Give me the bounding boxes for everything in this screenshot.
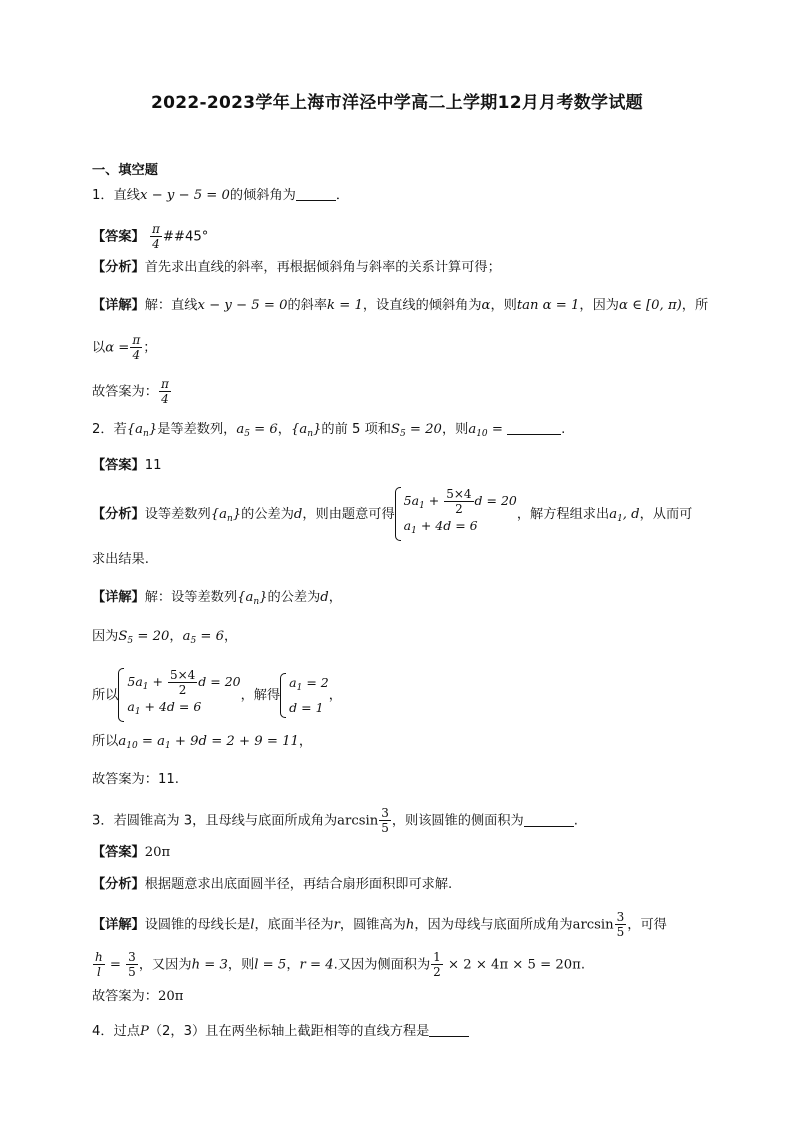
q2-solve: 所以 $5a_1$ + $\frac{5\times 4}{2}$ d = 20 $a_1 + 4d = 6$ ，解得 $a_1 = 2$ d = 1 ，	[92, 668, 342, 718]
q2-result: 所以$a_{10} = a_1 + 9d = 2 + 9 = 11$，	[92, 734, 313, 751]
question-3: 3．若圆锥高为 3，且母线与底面所成角为arcsin $\frac{3}{5}$ ，则该圆锥的侧面积为 .	[92, 806, 578, 835]
section-heading: 一、填空题	[92, 163, 158, 178]
q3-final: 故答案为：20π	[92, 989, 184, 1004]
q2-answer: 【答案】11	[92, 458, 162, 473]
answer-blank	[296, 188, 336, 201]
answer-blank	[524, 814, 574, 827]
equation-system: $5a_1$ + $\frac{5\times 4}{2}$ d = 20 $a_1 + 4d = 6$	[395, 487, 517, 541]
q1-analysis: 【分析】首先求出直线的斜率，再根据倾斜角与斜率的关系计算可得；	[92, 260, 501, 275]
q2-analysis-cont: 求出结果.	[92, 552, 149, 567]
q1-detail: 【详解】解：直线x − y − 5 = 0的斜率k = 1，设直线的倾斜角为α，则tan α = 1，因为α ∈ [0, π)，所	[92, 298, 709, 313]
q2-analysis: 【分析】设等差数列$\{a_n\}$的公差为d，则由题意可得 $5a_1$ + $\frac{5\times 4}{2}$ d = 20 $a_1 + 4d = 6$ ，解方程组求出$a_1$, d，从而可	[92, 487, 692, 537]
q1-answer-fraction: $\frac{\pi}{4}$	[151, 222, 160, 251]
answer-blank	[507, 422, 561, 435]
question-1: 1．直线x − y − 5 = 0的倾斜角为 ．	[92, 188, 350, 203]
q2-detail: 【详解】解：设等差数列$\{a_n\}$的公差为d，	[92, 590, 342, 607]
q3-detail-cont: $\frac{h}{l}$ = $\frac{3}{5}$ ，又因为h = 3，则l = 5，r = 4.又因为侧面积为 $\frac{1}{2}$ × 2 × 4π × 5 = 20π.	[95, 950, 586, 979]
q3-answer: 【答案】20π	[92, 845, 171, 860]
q3-detail: 【详解】设圆锥的母线长是l，底面半径为r，圆锥高为h，因为母线与底面所成角为arcsin $\frac{3}{5}$ ，可得	[92, 910, 667, 939]
question-4: 4．过点P（2，3）且在两坐标轴上截距相等的直线方程是	[92, 1023, 469, 1041]
q1-answer: 【答案】 $\frac{\pi}{4}$ ##45°	[92, 222, 209, 251]
answer-blank	[429, 1024, 469, 1037]
pi-over-4-fraction: $\frac{\pi}{4}$	[132, 333, 141, 362]
q1-final: 故答案为： $\frac{\pi}{4}$	[92, 377, 169, 406]
question-2: 2．若$\{a_n\}$是等差数列，$a_5 = 6$，$\{a_n\}$的前 5 项和$S_5 = 20$，则$a_{10}$ = .	[92, 422, 566, 439]
q2-given: 因为$S_5 = 20$，$a_5 = 6$，	[92, 629, 238, 646]
q3-analysis: 【分析】根据题意求出底面圆半径，再结合扇形面积即可求解.	[92, 877, 453, 892]
q1-detail-cont: 以α = $\frac{\pi}{4}$ ；	[92, 333, 157, 362]
q2-final: 故答案为：11.	[92, 772, 179, 787]
page-title: 2022-2023学年上海市洋泾中学高二上学期12月月考数学试题	[151, 93, 643, 113]
